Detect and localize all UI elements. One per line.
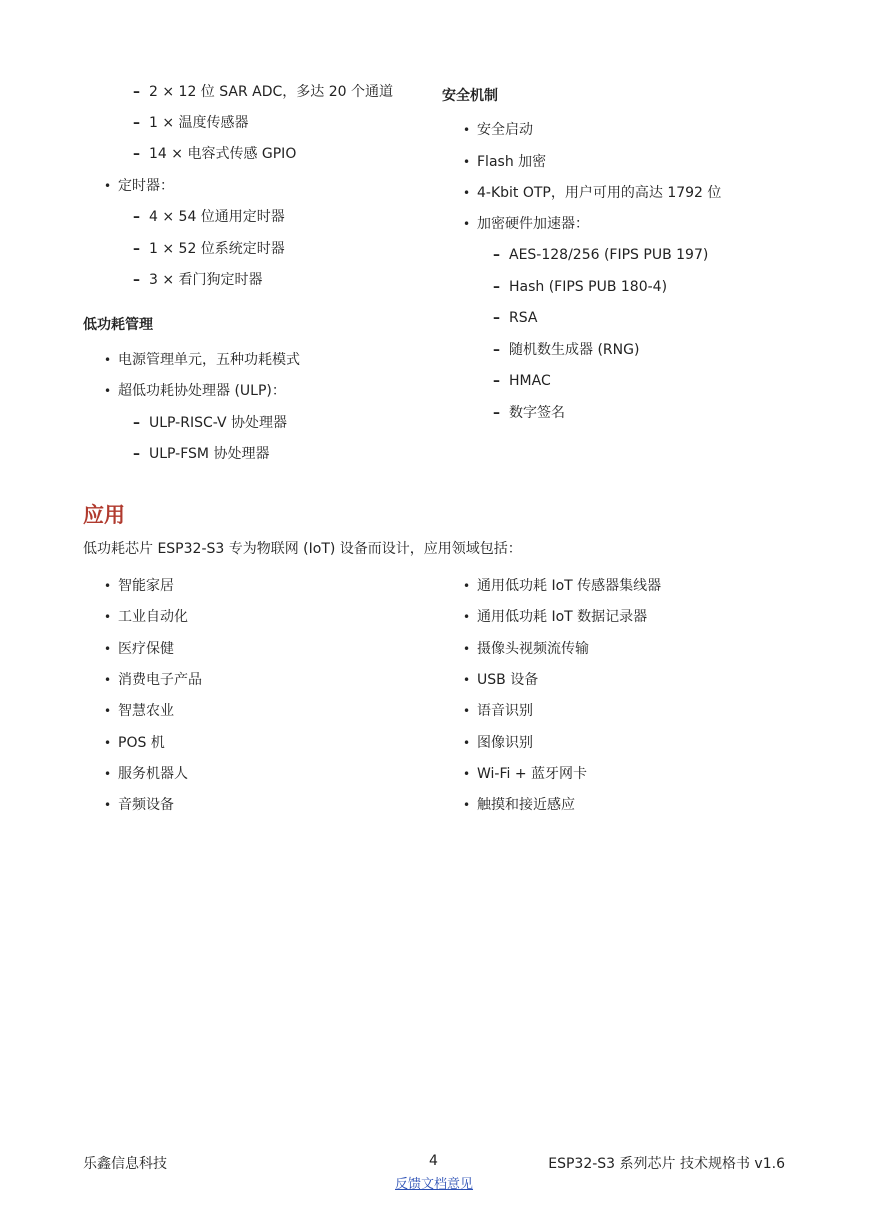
list-item: • POS 机 <box>104 735 165 751</box>
bullet-icon: • <box>463 704 471 718</box>
dash-icon: – <box>493 247 500 263</box>
bullet-icon: • <box>463 736 471 750</box>
list-item: • 定时器： <box>104 178 174 194</box>
list-item: – ULP-FSM 协处理器 <box>133 446 270 462</box>
footer-company: 乐鑫信息科技 <box>83 1156 167 1172</box>
list-item: • 加密硬件加速器： <box>463 216 589 232</box>
dash-icon: – <box>133 446 140 462</box>
list-item: • Wi-Fi + 蓝牙网卡 <box>463 766 588 782</box>
dash-icon: – <box>133 115 140 131</box>
bullet-icon: • <box>463 217 471 231</box>
bullet-icon: • <box>104 642 112 656</box>
feedback-link[interactable]: 反馈文档意见 <box>395 1177 474 1192</box>
bullet-icon: • <box>104 384 112 398</box>
bullet-icon: • <box>463 642 471 656</box>
list-item: • 摄像头视频流传输 <box>463 641 589 657</box>
list-item: – 14 × 电容式传感 GPIO <box>133 146 297 162</box>
list-item: – 4 × 54 位通用定时器 <box>133 209 285 225</box>
bullet-icon: • <box>104 798 112 812</box>
list-item: • 4-Kbit OTP，用户可用的高达 1792 位 <box>463 185 722 201</box>
dash-icon: – <box>133 415 140 431</box>
section-title: 应用 <box>83 502 125 527</box>
bullet-icon: • <box>104 610 112 624</box>
bullet-icon: • <box>463 767 471 781</box>
list-item: – 1 × 温度传感器 <box>133 115 249 131</box>
footer-doc-title: ESP32-S3 系列芯片 技术规格书 v1.6 <box>548 1156 785 1172</box>
list-item: – Hash (FIPS PUB 180-4) <box>493 279 668 295</box>
list-item: • 音频设备 <box>104 797 174 813</box>
list-item: – 随机数生成器 (RNG) <box>493 342 640 358</box>
dash-icon: – <box>493 279 500 295</box>
list-item: • 智慧农业 <box>104 703 174 719</box>
list-item: – HMAC <box>493 373 551 389</box>
list-item: • 电源管理单元，五种功耗模式 <box>104 352 300 368</box>
list-item: • 触摸和接近感应 <box>463 797 575 813</box>
list-item: • 通用低功耗 IoT 数据记录器 <box>463 609 648 625</box>
list-item: – RSA <box>493 310 538 326</box>
list-item: • 医疗保健 <box>104 641 174 657</box>
list-item: – AES-128/256 (FIPS PUB 197) <box>493 247 709 263</box>
list-item: • 消费电子产品 <box>104 672 202 688</box>
dash-icon: – <box>493 405 500 421</box>
list-item: • 服务机器人 <box>104 766 188 782</box>
dash-icon: – <box>133 84 140 100</box>
dash-icon: – <box>133 146 140 162</box>
list-item: • USB 设备 <box>463 672 539 688</box>
low-power-heading: 低功耗管理 <box>83 317 153 333</box>
list-item: • 语音识别 <box>463 703 533 719</box>
list-item: • 图像识别 <box>463 735 533 751</box>
list-item: – ULP-RISC-V 协处理器 <box>133 415 288 431</box>
list-item: – 1 × 52 位系统定时器 <box>133 241 285 257</box>
security-heading: 安全机制 <box>442 88 498 104</box>
dash-icon: – <box>133 272 140 288</box>
bullet-icon: • <box>104 704 112 718</box>
bullet-icon: • <box>463 186 471 200</box>
list-item: • Flash 加密 <box>463 154 547 170</box>
list-item: • 智能家居 <box>104 578 174 594</box>
section-intro: 低功耗芯片 ESP32-S3 专为物联网 (IoT) 设备而设计，应用领域包括： <box>83 541 522 557</box>
dash-icon: – <box>493 373 500 389</box>
footer-page-number: 4 <box>429 1153 438 1169</box>
bullet-icon: • <box>463 610 471 624</box>
dash-icon: – <box>133 241 140 257</box>
list-item: – 3 × 看门狗定时器 <box>133 272 263 288</box>
bullet-icon: • <box>463 123 471 137</box>
bullet-icon: • <box>104 673 112 687</box>
list-item: • 工业自动化 <box>104 609 188 625</box>
list-item: – 数字签名 <box>493 405 565 421</box>
bullet-icon: • <box>463 798 471 812</box>
bullet-icon: • <box>104 353 112 367</box>
dash-icon: – <box>133 209 140 225</box>
bullet-icon: • <box>104 179 112 193</box>
bullet-icon: • <box>104 579 112 593</box>
bullet-icon: • <box>104 736 112 750</box>
bullet-icon: • <box>463 673 471 687</box>
bullet-icon: • <box>463 579 471 593</box>
bullet-icon: • <box>104 767 112 781</box>
dash-icon: – <box>493 342 500 358</box>
list-item: – 2 × 12 位 SAR ADC，多达 20 个通道 <box>133 84 394 100</box>
dash-icon: – <box>493 310 500 326</box>
list-item: • 超低功耗协处理器 (ULP)： <box>104 383 286 399</box>
list-item: • 通用低功耗 IoT 传感器集线器 <box>463 578 662 594</box>
list-item: • 安全启动 <box>463 122 533 138</box>
bullet-icon: • <box>463 155 471 169</box>
